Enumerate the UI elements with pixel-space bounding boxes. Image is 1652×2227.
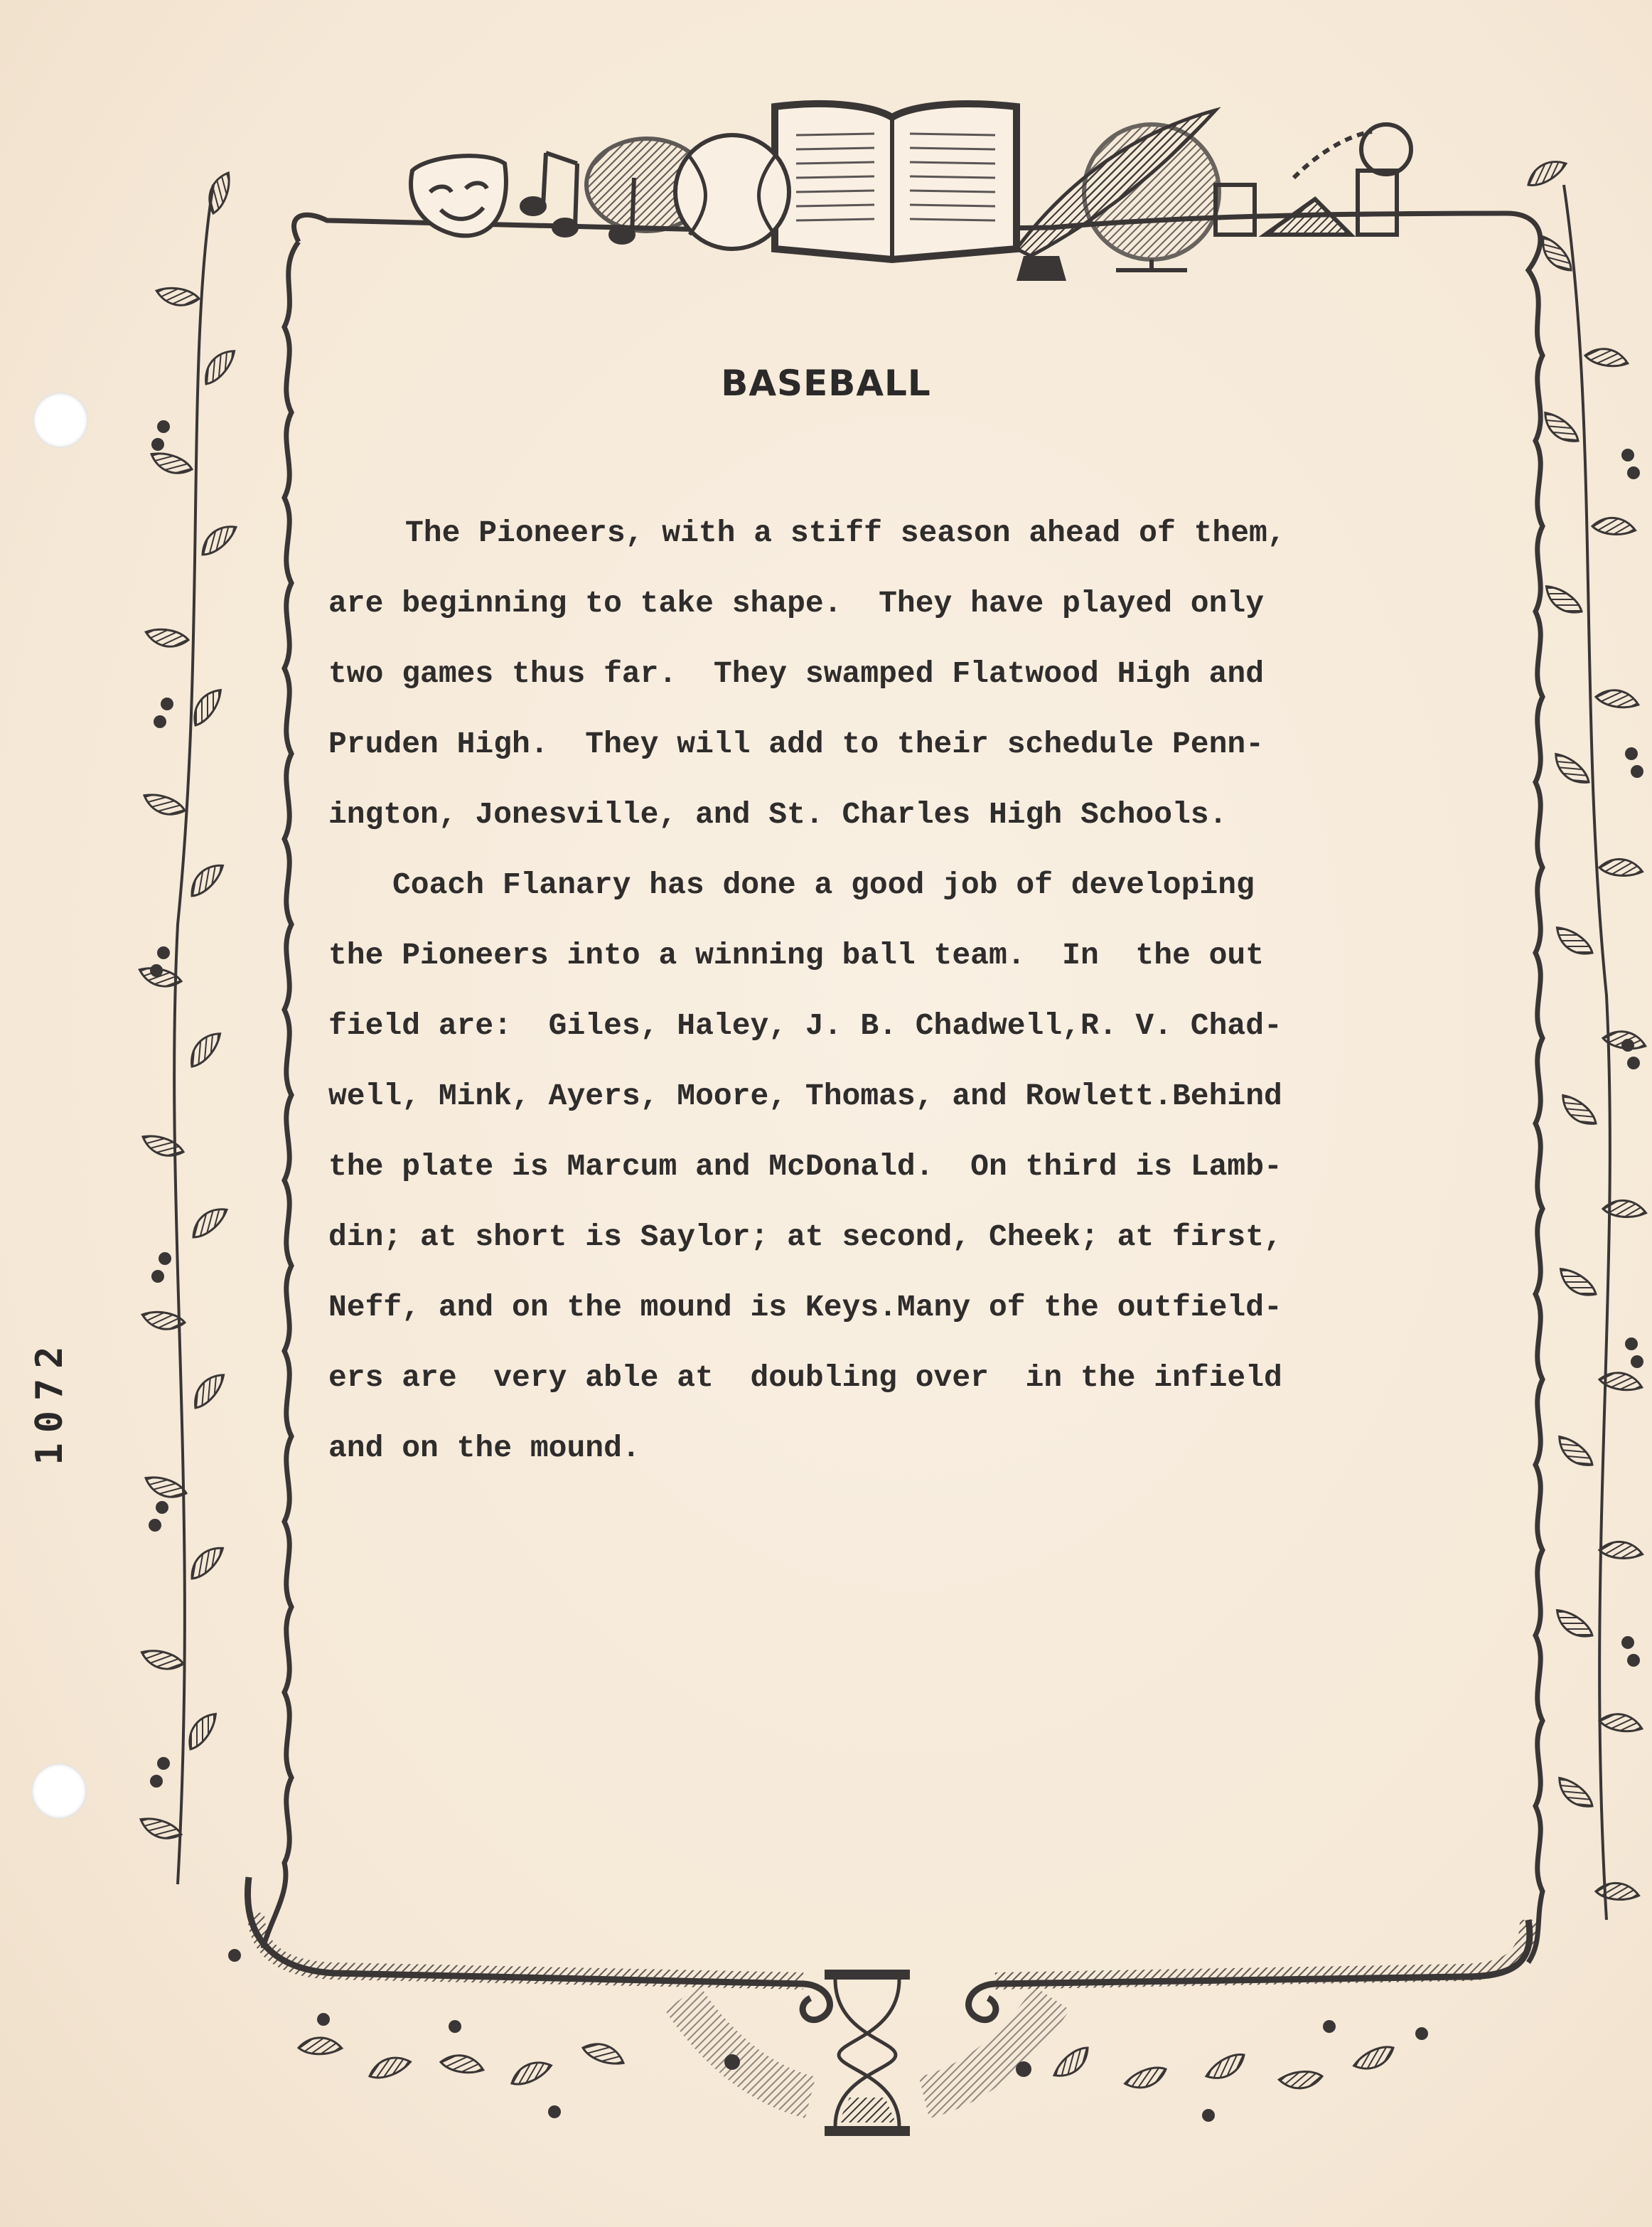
text-line: din; at short is Saylor; at second, Cheek; at first, <box>328 1219 1282 1254</box>
baseball-icon <box>675 135 789 249</box>
article-body <box>328 498 1452 1483</box>
text-line: the plate is Marcum and McDonald. On third is Lamb- <box>328 1149 1282 1184</box>
left-vine <box>174 185 213 1884</box>
text-line: well, Mink, Ayers, Moore, Thomas, and Rowlett.Behind <box>328 1079 1282 1114</box>
open-book-icon <box>775 104 1017 260</box>
text-line: and on the mound. <box>328 1431 640 1465</box>
page-number: 1072 <box>28 1336 71 1465</box>
globe-icon <box>1084 124 1219 270</box>
right-vine <box>1564 185 1610 1920</box>
text-line: field are: Giles, Haley, J. B. Chadwell,R. V. Chad- <box>328 1008 1282 1043</box>
bottom-leaves <box>298 2034 1397 2090</box>
text-line: The Pioneers, with a stiff season ahead of them, <box>405 516 1286 550</box>
hourglass-icon <box>825 1970 910 2136</box>
text-line: ington, Jonesville, and St. Charles High Schools. <box>328 797 1228 832</box>
text-line: Neff, and on the mound is Keys.Many of the outfield- <box>328 1290 1282 1325</box>
bottom-ribbon <box>248 1877 1530 2020</box>
text-line: the Pioneers into a winning ball team. In the out <box>328 938 1265 973</box>
left-leaves <box>136 169 241 1847</box>
text-line: Pruden High. They will add to their schedule Penn- <box>328 727 1265 762</box>
text-line: are beginning to take shape. They have played only <box>328 586 1265 621</box>
right-berries <box>1621 449 1643 1667</box>
text-line: Coach Flanary has done a good job of developing <box>392 867 1255 902</box>
page-title: BASEBALL <box>721 363 931 404</box>
frame-left <box>263 242 299 1948</box>
text-line: ers are very able at doubling over in the infield <box>328 1360 1282 1395</box>
text-line: two games thus far. They swamped Flatwood High and <box>328 656 1265 691</box>
